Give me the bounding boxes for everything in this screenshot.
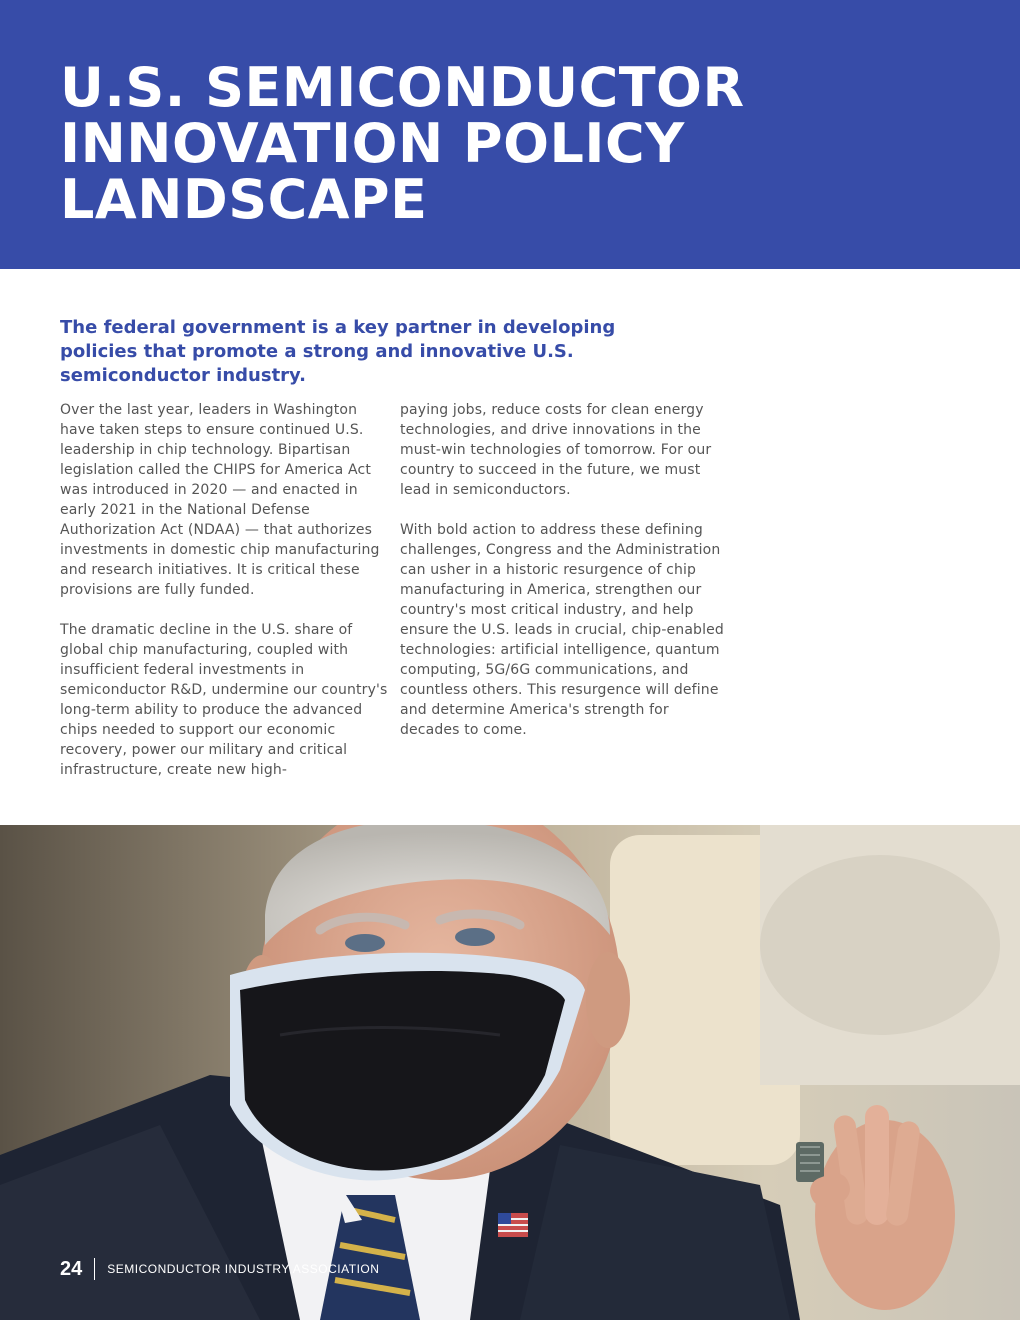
body-paragraph: The dramatic decline in the U.S. share of global chip manufacturing, coupled with insufficient federal investments in semiconductor R&D, undermine our country's long-term ability to produce the advanced chips needed to support our economic recovery, power our military and critical infrastructure, create new high- bbox=[60, 622, 388, 778]
title-line-1: U.S. SEMICONDUCTOR bbox=[60, 56, 745, 119]
lead-paragraph: The federal government is a key partner in developing policies that promote a strong and innovative U.S. semiconductor industry. bbox=[60, 317, 616, 386]
body-paragraph: Over the last year, leaders in Washington have taken steps to ensure continued U.S. leadership in chip technology. Bipartisan legislation called the CHIPS for America Act was introduced in 2020 — and enacted in early 2021 in the National Defense Authorization Act (NDAA) — that authorizes investments in domestic chip manufacturing and research initiatives. It is critical these provisions are fully funded. bbox=[60, 402, 380, 598]
footer-divider bbox=[94, 1258, 95, 1280]
title-line-2: INNOVATION POLICY bbox=[60, 112, 685, 175]
body-paragraph: paying jobs, reduce costs for clean energy technologies, and drive innovations in the must-win technologies of tomorrow. For our country to succeed in the future, we must lead in semiconductors. bbox=[400, 402, 712, 498]
body-paragraph: With bold action to address these defining challenges, Congress and the Administration can usher in a historic resurgence of chip manufacturing in America, strengthen our country's most critical industry, and help ensure the U.S. leads in crucial, chip-enabled technologies: artificial intelligence, quantum computing, 5G/6G communications, and countless others. This resurgence will define and determine America's strength for decades to come. bbox=[400, 522, 724, 738]
page-number: 24 bbox=[60, 1257, 83, 1280]
feature-photo bbox=[0, 825, 1020, 1320]
text-column-left bbox=[60, 400, 390, 800]
page-title bbox=[60, 56, 960, 231]
title-line-3: LANDSCAPE bbox=[60, 168, 428, 231]
organization-name: SEMICONDUCTOR INDUSTRY ASSOCIATION bbox=[107, 1262, 380, 1276]
text-column-right bbox=[400, 400, 730, 760]
page-footer bbox=[60, 1255, 379, 1283]
